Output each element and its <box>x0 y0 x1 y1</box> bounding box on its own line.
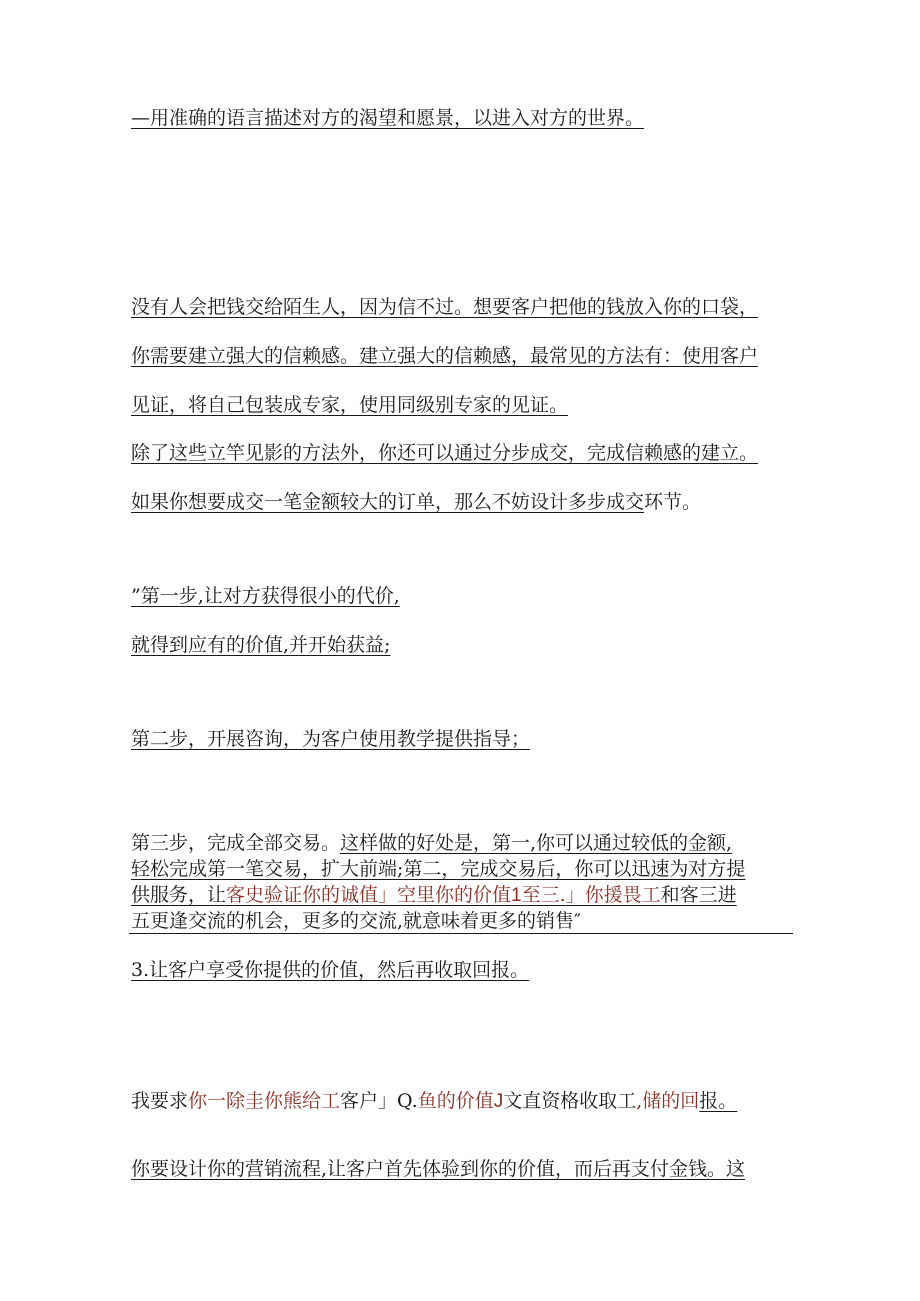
paragraph-line: 见证，将自己包装成专家，使用同级别专家的见证。 <box>131 394 569 416</box>
paragraph-line: 除了这些立竿见影的方法外，你还可以通过分步成交，完成信赖感的建立。 <box>131 442 759 464</box>
text-run: 供服务，让 <box>131 884 227 906</box>
step-three-line: 五更逢交流的机会，更多的交流,就意味着更多的销售″ <box>131 910 582 932</box>
text-run: 文直资格收取工 <box>503 1090 637 1112</box>
step-three-line <box>131 883 737 908</box>
divider-line <box>129 933 793 934</box>
text-run: 报。 <box>699 1090 738 1112</box>
paragraph-line: 没有人会把钱交给陌生人，因为信不过。想要客户把他的钱放入你的口袋， <box>131 296 759 318</box>
step-one-line: ”第一步,让对方获得很小的代价, <box>131 585 400 607</box>
text-run: 和客三进 <box>660 884 737 906</box>
text-run: 客户」Q. <box>340 1090 418 1112</box>
step-two-line: 第二步，开展咨询，为客户使用教学提供指导； <box>131 728 531 750</box>
text-run: 第三步，完成全部交易。 <box>131 832 341 854</box>
paragraph-line: 你需要建立强大的信赖感。建立强大的信赖感，最常见的方法有：使用客户 <box>131 345 759 367</box>
paragraph-line: —用准确的语言描述对方的渴望和愿景，以进入对方的世界。 <box>131 107 645 129</box>
paragraph-line <box>131 490 701 514</box>
step-three-line: 轻松完成第一笔交易，扩大前端;第二，完成交易后，你可以迅速为对方提 <box>131 858 746 880</box>
red-text-run: ,储的回 <box>636 1090 700 1112</box>
step-three-line <box>131 831 732 855</box>
text-run: 环节。 <box>644 491 702 513</box>
text-run: 我要求 <box>131 1090 189 1112</box>
red-text-run: 你一除圭你熊给工 <box>188 1090 341 1112</box>
step-one-line: 就得到应有的价值,并开始获益; <box>131 634 391 656</box>
text-run: 这样做的好处是，第一,你可以通过较低的金额, <box>340 832 733 854</box>
paragraph-line: 3.让客户享受你提供的价值，然后再收取回报。 <box>131 959 530 981</box>
red-text-run: 至三.」你援畏工 <box>521 884 661 906</box>
text-run: 如果你想要成交一笔金额较大的订单，那么不妨设计多步成交 <box>131 491 645 513</box>
red-text-run: 1 <box>511 885 522 906</box>
red-text-run: 客史验证你的诚值」空里你的价值 <box>226 884 512 906</box>
paragraph-line: 你要设计你的营销流程,让客户首先体验到你的价值，而后再支付金钱。这 <box>131 1158 746 1180</box>
paragraph-line <box>131 1089 737 1114</box>
red-text-run: 鱼的价值 <box>417 1090 494 1112</box>
red-text-run: J <box>493 1091 504 1112</box>
